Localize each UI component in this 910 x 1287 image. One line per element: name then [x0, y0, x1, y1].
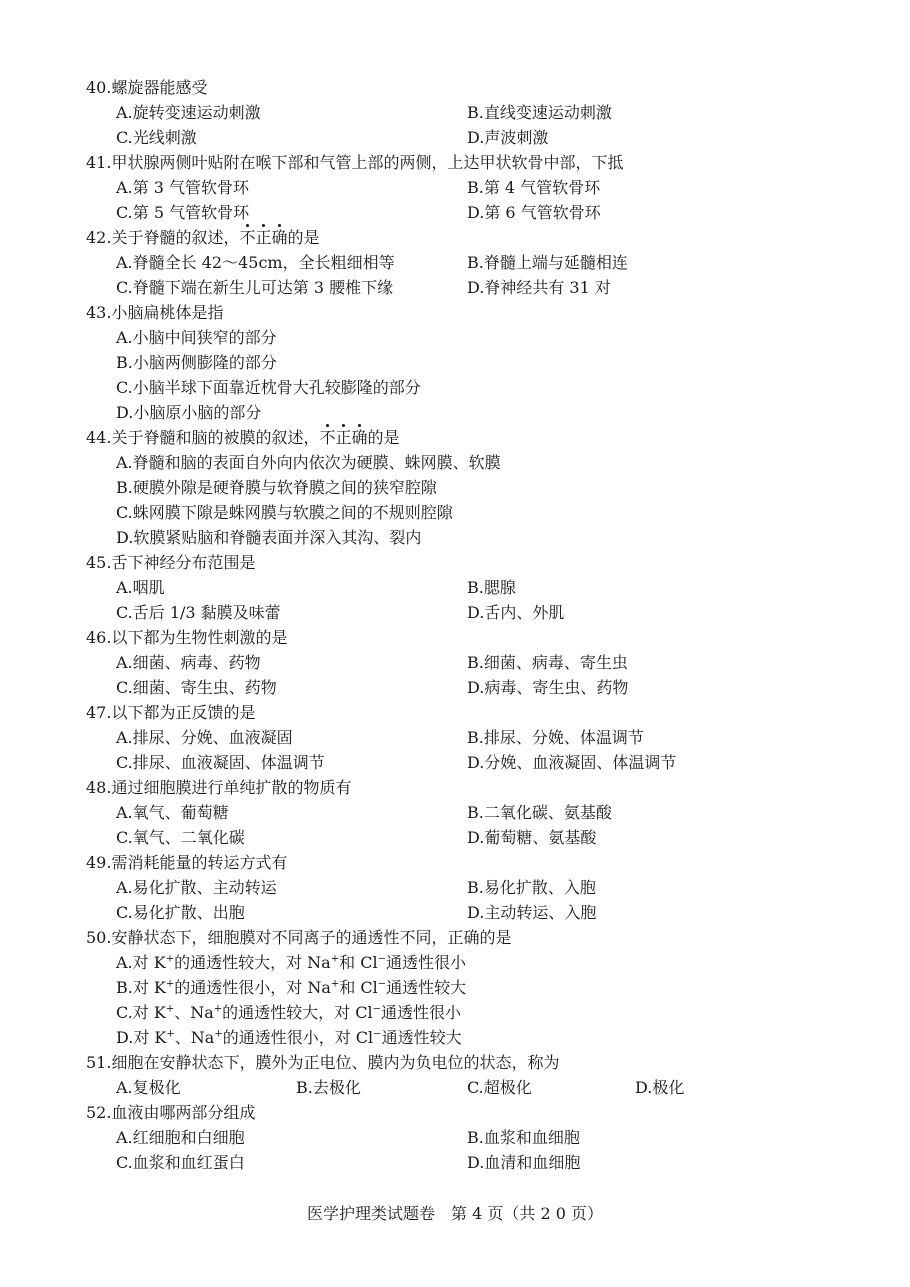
question-44-stem-end: 的是: [367, 428, 400, 447]
question-51-option-d: D.极化: [635, 1078, 685, 1097]
question-44-option-a: A.脊髓和脑的表面自外向内依次为硬膜、蛛网膜、软膜: [116, 453, 501, 472]
emphasis-char: 不: [239, 228, 256, 247]
question-45-option-c: C.舌后 1/3 黏膜及味蕾: [116, 603, 281, 622]
question-43-option-d: D.小脑原小脑的部分: [116, 403, 262, 422]
emphasis-char: 正: [335, 428, 352, 447]
question-52-option-a: A.红细胞和白细胞: [116, 1128, 245, 1147]
page-footer: 医学护理类试题卷 第 4 页（共 2 0 页）: [307, 1204, 603, 1223]
option-text: 的通透性较大，对 Na: [174, 953, 331, 972]
superscript: +: [330, 953, 340, 965]
superscript: −: [372, 1003, 381, 1015]
question-41-stem: 41.甲状腺两侧叶贴附在喉下部和气管上部的两侧，上达甲状软骨中部，下抵: [86, 153, 624, 172]
option-text: 和 Cl: [339, 978, 378, 997]
question-46-option-b: B.细菌、病毒、寄生虫: [467, 653, 628, 672]
question-51-option-b: B.去极化: [296, 1078, 361, 1097]
option-text: B.对 K: [116, 978, 166, 997]
question-42-option-d: D.脊神经共有 31 对: [467, 278, 611, 297]
question-48-option-d: D.葡萄糖、氨基酸: [467, 828, 597, 847]
emphasis-char: 正: [255, 228, 272, 247]
question-51-option-c: C.超极化: [467, 1078, 532, 1097]
question-43-option-c: C.小脑半球下面靠近枕骨大孔较膨隆的部分: [116, 378, 421, 397]
superscript: −: [377, 978, 387, 990]
option-text: 、Na: [174, 1003, 214, 1022]
option-text: 的通透性较大，对 Cl: [222, 1003, 373, 1022]
superscript: +: [166, 1028, 175, 1040]
question-48-stem: 48.通过细胞膜进行单纯扩散的物质有: [86, 778, 352, 797]
question-45-stem: 45.舌下神经分布范围是: [86, 553, 256, 572]
question-46-option-c: C.细菌、寄生虫、药物: [116, 678, 277, 697]
option-text: D.对 K: [116, 1028, 167, 1047]
question-49-option-a: A.易化扩散、主动转运: [116, 878, 277, 897]
option-text: A.对 K: [116, 953, 166, 972]
question-40-option-b: B.直线变速运动刺激: [467, 103, 612, 122]
question-43-option-a: A.小脑中间狭窄的部分: [116, 328, 277, 347]
question-45-option-b: B.腮腺: [467, 578, 516, 597]
question-42-stem-emphasis: [239, 228, 287, 247]
superscript: +: [330, 978, 340, 990]
question-44-option-b: B.硬膜外隙是硬脊膜与软脊膜之间的狭窄腔隙: [116, 478, 437, 497]
question-50-stem: 50.安静状态下，细胞膜对不同离子的通透性不同，正确的是: [86, 928, 512, 947]
question-44-option-d: D.软膜紧贴脑和脊髓表面并深入其沟、裂内: [116, 528, 422, 547]
question-41-option-a: A.第 3 气管软骨环: [116, 178, 249, 197]
emphasis-char: 确: [271, 228, 288, 247]
option-text: 的通透性很小，对 Cl: [222, 1028, 374, 1047]
option-text: 通透性很小: [385, 953, 466, 972]
question-47-stem: 47.以下都为正反馈的是: [86, 703, 256, 722]
emphasis-char: 确: [351, 428, 368, 447]
question-50-option-a: [116, 952, 466, 974]
question-45-option-a: A.咽肌: [116, 578, 165, 597]
question-48-option-b: B.二氧化碳、氨基酸: [467, 803, 612, 822]
question-47-option-b: B.排尿、分娩、体温调节: [467, 728, 644, 747]
question-49-option-d: D.主动转运、入胞: [467, 903, 597, 922]
superscript: +: [214, 1028, 223, 1040]
question-42-stem-end: 的是: [287, 228, 320, 247]
question-43-option-b: B.小脑两侧膨隆的部分: [116, 353, 277, 372]
question-44-option-c: C.蛛网膜下隙是蛛网膜与软膜之间的不规则腔隙: [116, 503, 453, 522]
question-52-option-c: C.血浆和血红蛋白: [116, 1153, 245, 1172]
option-text: 通透性较大: [386, 978, 467, 997]
question-50-option-b: [116, 977, 466, 999]
question-51-option-a: A.复极化: [116, 1078, 181, 1097]
option-text: 、Na: [174, 1028, 215, 1047]
question-49-option-b: B.易化扩散、入胞: [467, 878, 596, 897]
question-40-stem: 40.螺旋器能感受: [86, 78, 208, 97]
superscript: −: [373, 1028, 382, 1040]
option-text: C.对 K: [116, 1003, 166, 1022]
question-47-option-c: C.排尿、血液凝固、体温调节: [116, 753, 325, 772]
question-50-option-c: [116, 1002, 461, 1024]
question-52-stem: 52.血液由哪两部分组成: [86, 1103, 256, 1122]
question-52-option-b: B.血浆和血细胞: [467, 1128, 580, 1147]
question-47-option-d: D.分娩、血液凝固、体温调节: [467, 753, 677, 772]
question-40-option-a: A.旋转变速运动刺激: [116, 103, 261, 122]
option-text: 和 Cl: [339, 953, 378, 972]
emphasis-char: 不: [319, 428, 336, 447]
question-46-stem: 46.以下都为生物性刺激的是: [86, 628, 288, 647]
question-46-option-d: D.病毒、寄生虫、药物: [467, 678, 629, 697]
superscript: +: [165, 978, 175, 990]
question-41-option-d: D.第 6 气管软骨环: [467, 203, 601, 222]
option-text: 通透性较大: [381, 1028, 462, 1047]
question-40-option-c: C.光线刺激: [116, 128, 197, 147]
question-41-option-b: B.第 4 气管软骨环: [467, 178, 601, 197]
question-44-stem-start: 44.关于脊髓和脑的被膜的叙述，: [86, 428, 320, 447]
question-42-stem-start: 42.关于脊髓的叙述，: [86, 228, 240, 247]
question-48-option-c: C.氧气、二氧化碳: [116, 828, 245, 847]
question-48-option-a: A.氧气、葡萄糖: [116, 803, 229, 822]
question-52-option-d: D.血清和血细胞: [467, 1153, 581, 1172]
question-50-option-d: [116, 1027, 462, 1049]
question-43-stem: 43.小脑扁桃体是指: [86, 303, 224, 322]
question-42-stem: [86, 227, 320, 249]
superscript: −: [377, 953, 386, 965]
question-44-stem: [86, 427, 400, 449]
question-41-option-c: C.第 5 气管软骨环: [116, 203, 250, 222]
question-49-stem: 49.需消耗能量的转运方式有: [86, 853, 288, 872]
question-51-stem: 51.细胞在安静状态下，膜外为正电位、膜内为负电位的状态，称为: [86, 1053, 560, 1072]
question-42-option-a: A.脊髓全长 42～45cm，全长粗细相等: [116, 253, 395, 272]
superscript: +: [213, 1003, 223, 1015]
superscript: +: [165, 1003, 175, 1015]
option-text: 的通透性很小，对 Na: [174, 978, 331, 997]
question-49-option-c: C.易化扩散、出胞: [116, 903, 245, 922]
question-40-option-d: D.声波刺激: [467, 128, 549, 147]
question-42-option-b: B.脊髓上端与延髓相连: [467, 253, 628, 272]
superscript: +: [165, 953, 175, 965]
question-45-option-d: D.舌内、外肌: [467, 603, 565, 622]
question-44-stem-emphasis: [319, 428, 367, 447]
question-42-option-c: C.脊髓下端在新生儿可达第 3 腰椎下缘: [116, 278, 394, 297]
question-47-option-a: A.排尿、分娩、血液凝固: [116, 728, 293, 747]
question-46-option-a: A.细菌、病毒、药物: [116, 653, 261, 672]
option-text: 通透性很小: [380, 1003, 461, 1022]
